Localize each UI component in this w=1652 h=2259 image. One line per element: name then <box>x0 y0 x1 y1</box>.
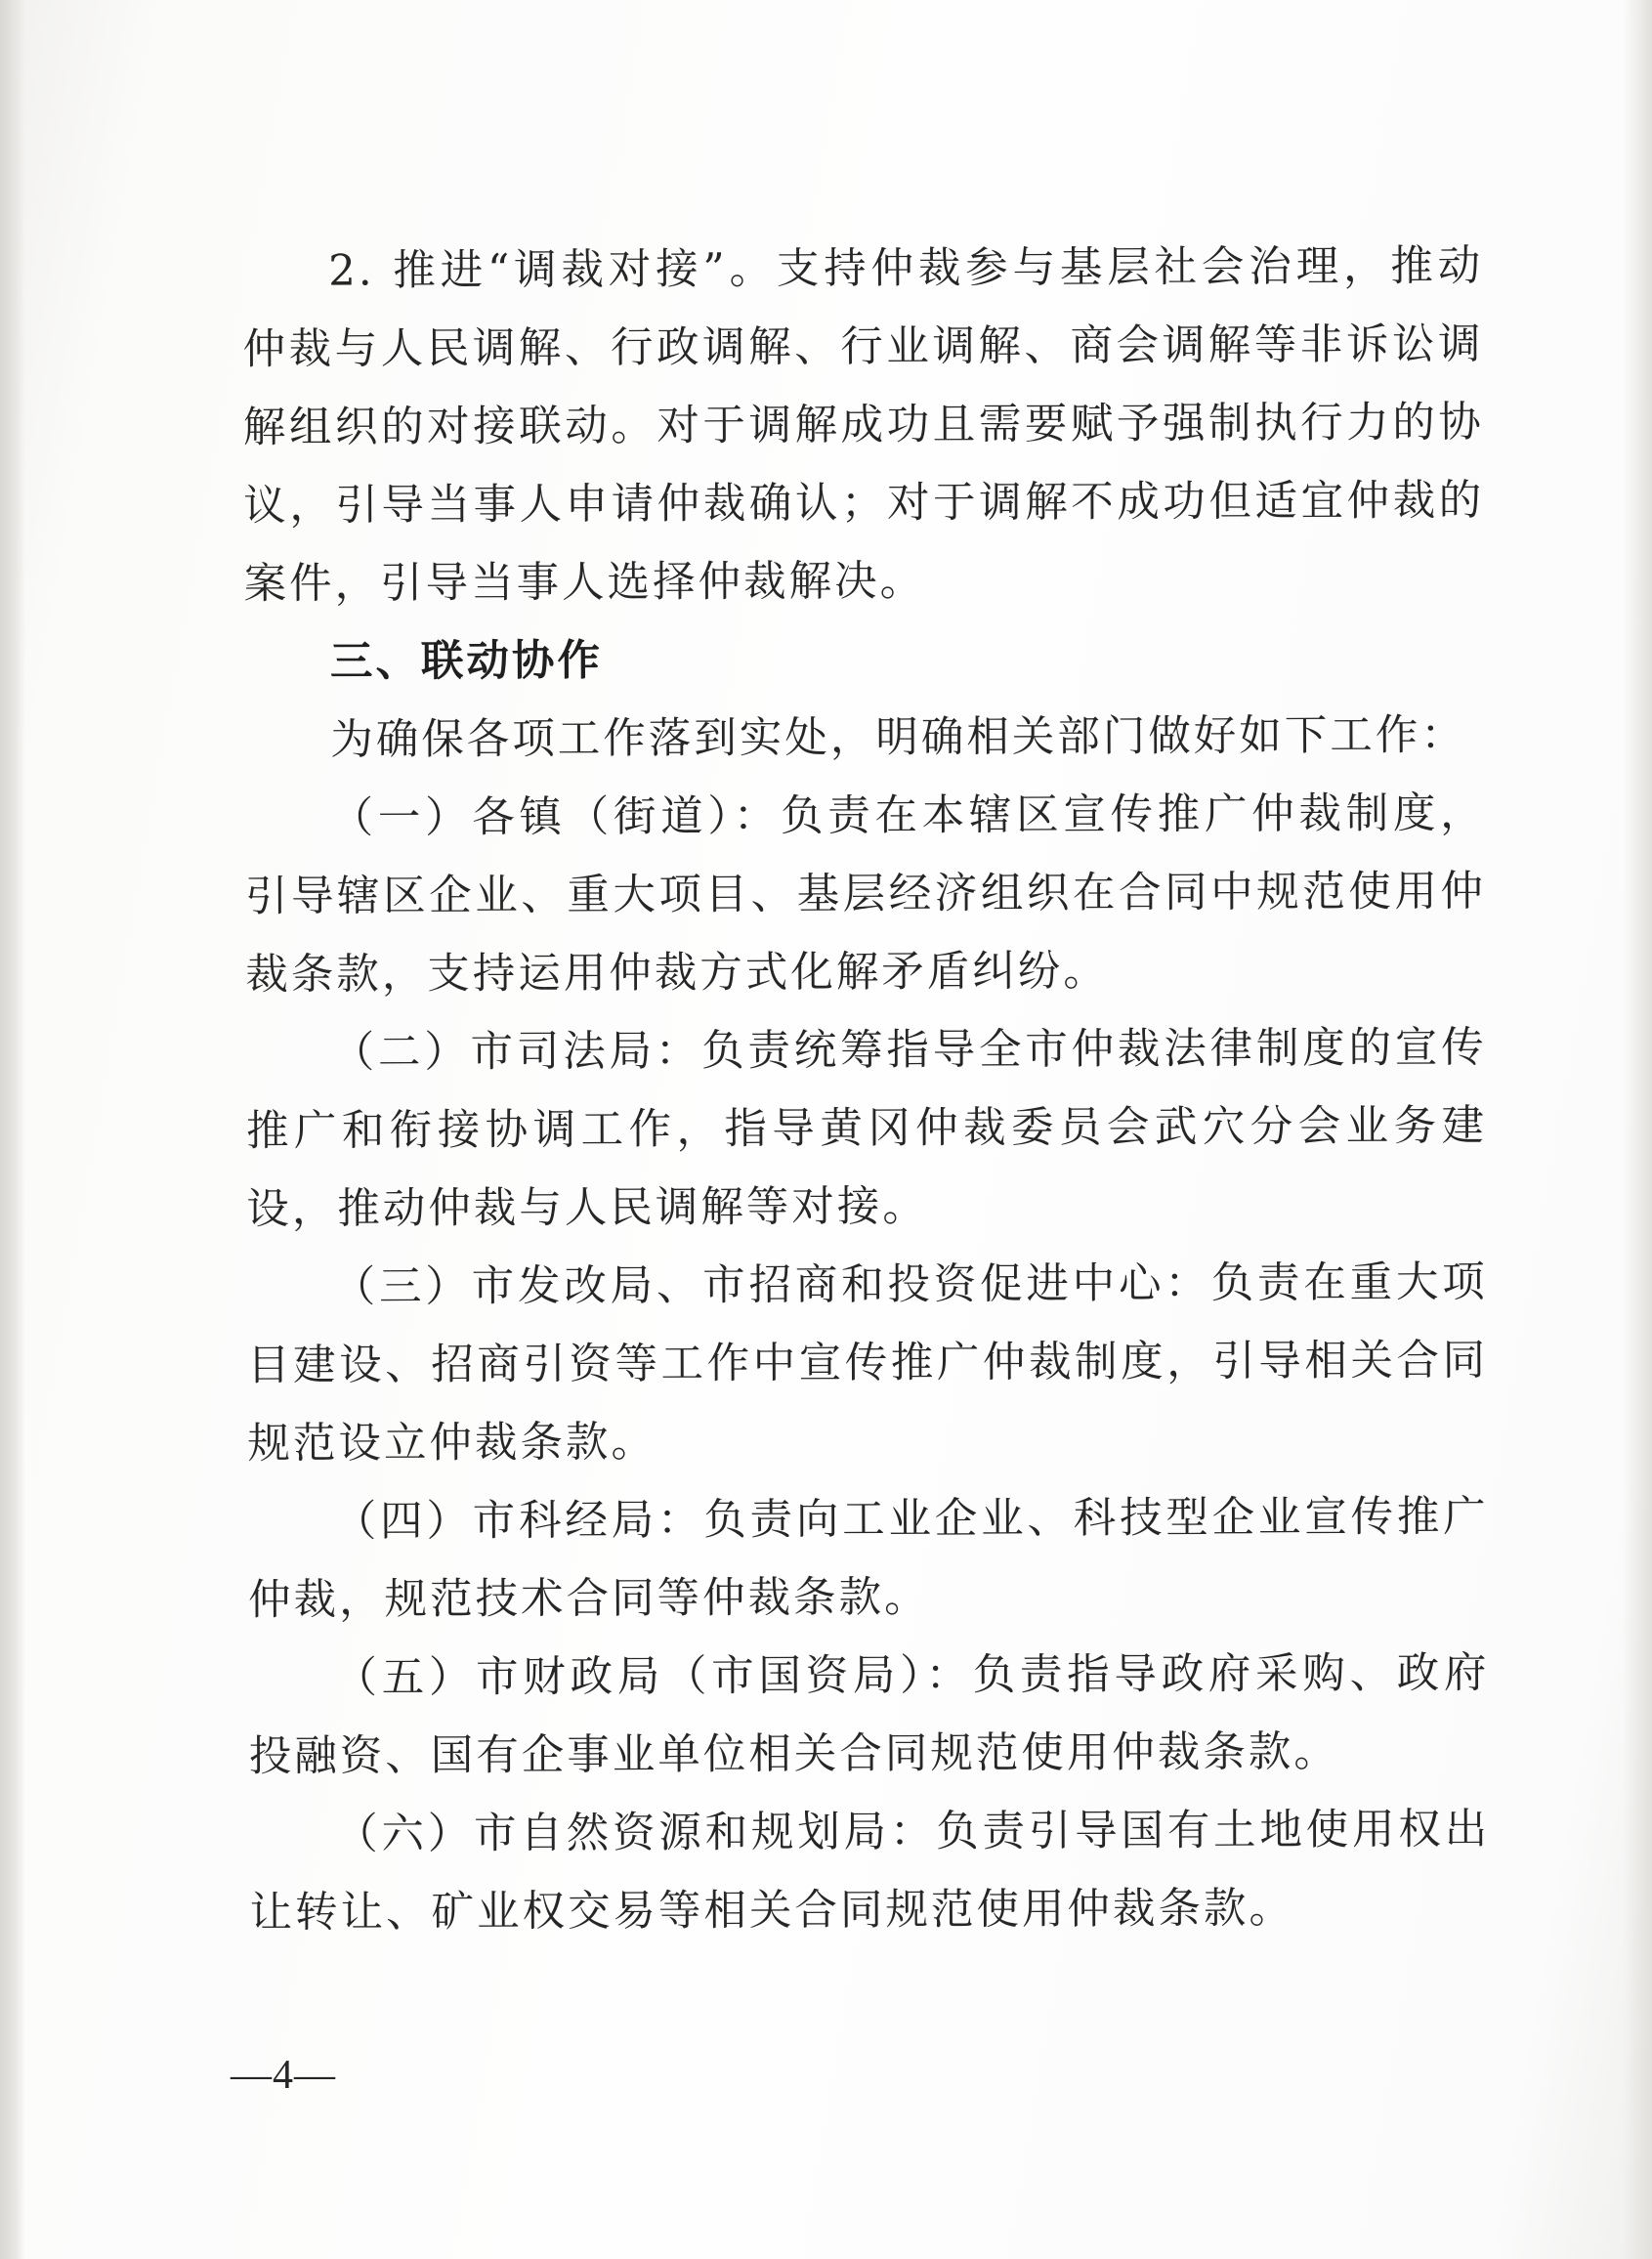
page-left-edge-shadow <box>0 0 25 2259</box>
paragraph-science-economy: （四）市科经局：负责向工业企业、科技型企业宣传推广仲裁，规范技术合同等仲裁条款。 <box>247 1492 1489 1625</box>
paragraph-development-reform: （三）市发改局、市招商和投资促进中心：负责在重大项目建设、招商引资等工作中宣传推广仲裁制度，引导相关合同规范设立仲裁条款。 <box>246 1257 1489 1469</box>
paragraph-mediation-arbitration-link: 2. 推进“调裁对接”。支持仲裁参与基层社会治理，推动仲裁与人民调解、行政调解、行业调解、商会调解等非诉讼调解组织的对接联动。对于调解成功且需要赋予强制执行力的协议，引导当事人申请仲裁确认；对于调解不成功但适宜仲裁的案件，引导当事人选择仲裁解决。 <box>242 241 1485 609</box>
paragraph-intro: 为确保各项工作落到实处，明确相关部门做好如下工作： <box>330 710 1466 765</box>
section-heading-coordination: 三、联动协作 <box>329 636 604 687</box>
page-right-edge-shadow <box>1623 0 1652 2259</box>
paragraph-towns-streets: （一）各镇（街道）：负责在本辖区宣传推广仲裁制度，引导辖区企业、重大项目、基层经济组织在合同中规范使用仲裁条款，支持运用仲裁方式化解矛盾纠纷。 <box>244 789 1487 1000</box>
paragraph-justice-bureau: （二）市司法局：负责统筹指导全市仲裁法律制度的宣传推广和衔接协调工作，指导黄冈仲裁委员会武穴分会业务建设，推动仲裁与人民调解等对接。 <box>245 1023 1488 1234</box>
page-number: —4— <box>231 2053 336 2098</box>
paragraph-finance-bureau: （五）市财政局（市国资局）：负责指导政府采购、政府投融资、国有企事业单位相关合同规范使用仲裁条款。 <box>248 1648 1490 1781</box>
paragraph-natural-resources: （六）市自然资源和规划局：负责引导国有土地使用权出让转让、矿业权交易等相关合同规范使用仲裁条款。 <box>249 1805 1491 1938</box>
document-body <box>242 227 1491 1952</box>
